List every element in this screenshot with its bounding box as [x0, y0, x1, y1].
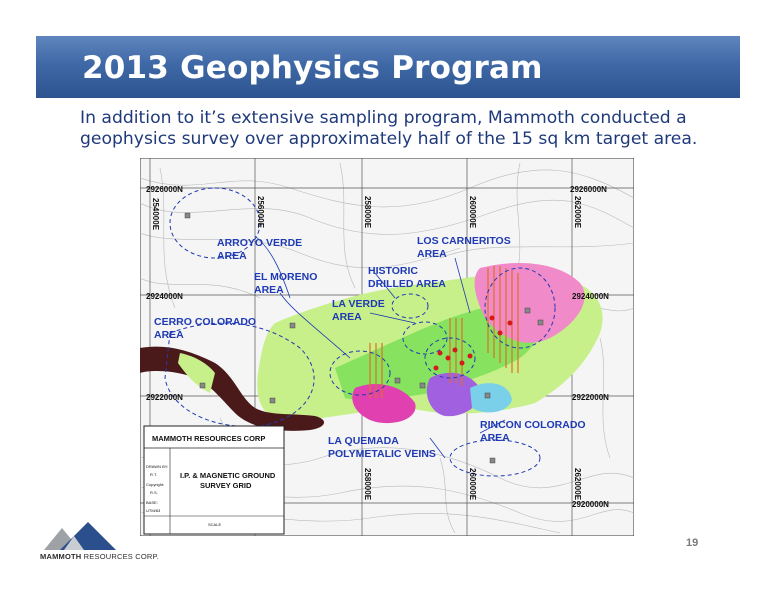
coord-n-2: 2926000N — [570, 185, 607, 194]
legend-field-3: Copyright: — [146, 482, 165, 487]
svg-text:AREA: AREA — [217, 250, 247, 262]
legend-field-4: R.S. — [150, 490, 158, 495]
legend-field-2: R.T. — [150, 472, 158, 477]
coord-n-6: 2922000N — [572, 393, 609, 402]
legend-company: MAMMOTH RESOURCES CORP — [152, 434, 266, 443]
logo-wordmark — [40, 552, 159, 561]
coord-e-7: 260000E — [468, 468, 477, 501]
coord-e-3: 258000E — [363, 196, 372, 229]
svg-text:LOS CARNERITOS: LOS CARNERITOS — [417, 235, 511, 247]
logo-name-rest: RESOURCES CORP. — [81, 552, 160, 561]
legend-survey-line2: SURVEY GRID — [200, 481, 252, 490]
legend-field-6: UTM/83 — [146, 508, 161, 513]
coord-e-4: 260000E — [468, 196, 477, 229]
coord-n-7: 2920000N — [572, 500, 609, 509]
coord-n-4: 2924000N — [572, 292, 609, 301]
svg-text:HISTORIC: HISTORIC — [368, 265, 418, 277]
geophysics-map — [140, 158, 634, 536]
coord-e-2: 256000E — [256, 196, 265, 229]
slide-title: 2013 Geophysics Program — [82, 50, 543, 86]
legend-field-1: DRAWN BY: — [146, 464, 169, 469]
legend-survey-line1: I.P. & MAGNETIC GROUND — [180, 471, 276, 480]
coord-e-8: 262000E — [573, 468, 582, 501]
mammoth-logo-icon — [40, 520, 120, 552]
svg-text:AREA: AREA — [254, 284, 284, 296]
coord-e-5: 262000E — [573, 196, 582, 229]
svg-text:AREA: AREA — [332, 311, 362, 323]
svg-text:AREA: AREA — [154, 329, 184, 341]
title-banner — [36, 36, 740, 98]
legend-field-5: BASE: — [146, 500, 158, 505]
svg-text:AREA: AREA — [417, 248, 447, 260]
map-legend-block — [144, 426, 284, 534]
page-number: 19 — [686, 537, 699, 549]
svg-text:DRILLED AREA: DRILLED AREA — [368, 278, 446, 290]
svg-text:EL MORENO: EL MORENO — [254, 271, 318, 283]
legend-scale: SCALE — [208, 522, 222, 527]
coord-n-3: 2924000N — [146, 292, 183, 301]
svg-text:AREA: AREA — [480, 432, 510, 444]
svg-text:ARROYO VERDE: ARROYO VERDE — [217, 237, 303, 249]
coord-n-5: 2922000N — [146, 393, 183, 402]
svg-text:POLYMETALIC VEINS: POLYMETALIC VEINS — [328, 448, 436, 460]
coord-e-1: 254000E — [151, 198, 160, 231]
svg-text:RINCON COLORADO: RINCON COLORADO — [480, 419, 586, 431]
coord-n-1: 2926000N — [146, 185, 183, 194]
logo-name-bold: MAMMOTH — [40, 552, 82, 561]
svg-text:CERRO COLORADO: CERRO COLORADO — [154, 316, 257, 328]
svg-text:LA QUEMADA: LA QUEMADA — [328, 435, 399, 447]
svg-text:LA VERDE: LA VERDE — [332, 298, 385, 310]
coord-e-6: 258000E — [363, 468, 372, 501]
intro-text: In addition to it’s extensive sampling program, Mammoth conducted a geophysics survey over approximately half of the 15 sq km target area. — [80, 108, 698, 149]
